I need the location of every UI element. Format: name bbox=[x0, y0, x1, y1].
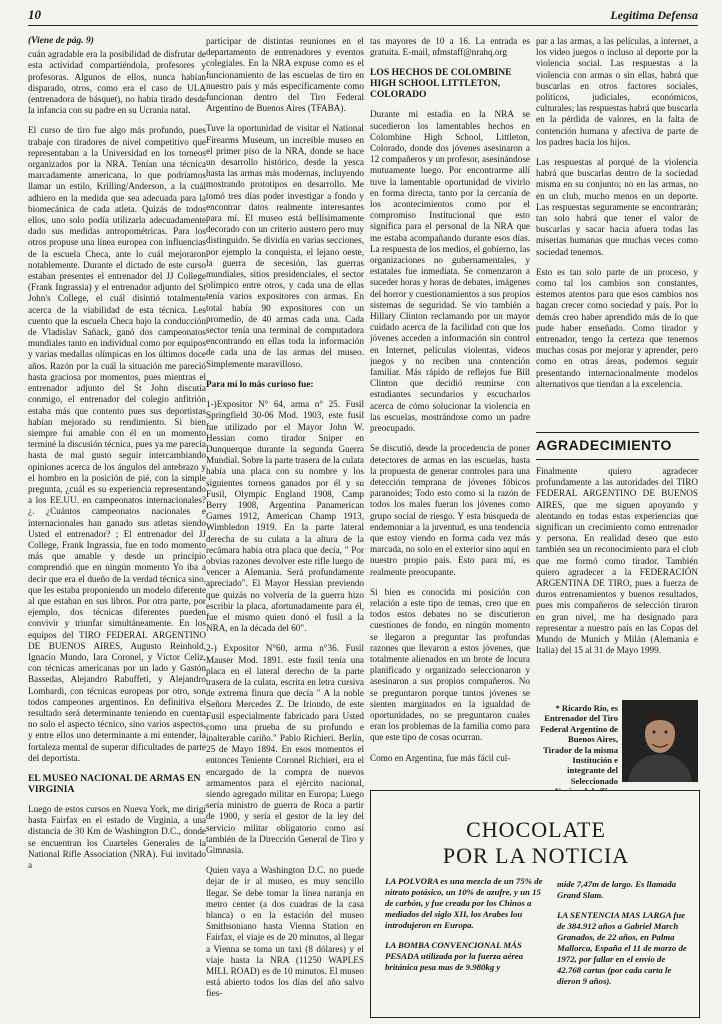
paragraph: Como en Argentina, fue más fácil cul- bbox=[370, 752, 511, 763]
paragraph: participar de distintas reuniones en el departamento de entrenadores y eventos colegiales. En la NRA expuse como es el funcionamiento de las escuelas de tiro en nuestro país y más específicamente como funcionan dentro del Tiro Federal Argentino de Buenos Aires (TFABA). bbox=[206, 36, 364, 114]
column-2 bbox=[206, 36, 364, 1004]
paragraph: Se discutió, desde la procedencia de poner detectores de armas en las escuelas, hasta la propuesta de generar controles para una detección temprana de jóvenes fóbicos paranoides; Todo esto como si la razón de todos los males fueran los jóvenes como grupo social de riesgo. Y esta búsqueda de endemoniar a la juventud, es una tendencia que estoy viendo en forma cada vez más marcada, no solo en el exterior sino aquí en nuestro propio país. Esto para mí, es realmente preocupante. bbox=[370, 443, 530, 577]
author-caption: * Ricardo Rio, es Entrenador del Tiro Federal Argentino de Buenos Aires, Tirador de la misma Institución e integrante del Seleccionado bbox=[540, 703, 618, 786]
column-3 bbox=[370, 36, 530, 783]
chocolate-title bbox=[431, 817, 641, 869]
page-number: 10 bbox=[28, 7, 41, 22]
paragraph: par a las armas, a las películas, a internet, a los video juegos o incluso al deporte por la violencia social. Las respuestas a la violencia con armas o sin ellas, habrá que buscarlas en otros factores sociales, políticos, judiciales, económicos, culturales; las respuestas habrá que buscarla en la pérdida de valores, en la falta de contención humana y afectiva de parte de los padres hacia los hijos. bbox=[536, 36, 698, 147]
chocolate-title-line-1: CHOCOLATE bbox=[466, 817, 606, 842]
agradecimiento-header bbox=[536, 432, 699, 460]
author-photo bbox=[622, 700, 698, 782]
paragraph: El curso de tiro fue algo más profundo, pues trabaje con tiradores de nivel competitivo que representaban a la Universidad en los torneos organizados por la NRA. Tenían una técnica marcadamente americana, lo que podríamos llamar un estilo, Krilling/Anderson, a la cuál adhiero en la medida que sea adecuada para la biomecánica de cada atleta. Quizás de todos ellos, uno solo podía utilizarla adecuadamente dado sus medidas antropométricas. Para los otros propuse una línea europea con influencias de la escuela Checa, ante lo cuál mejoraron notablemente. Durante el dictado de este curso estaban presentes el entrenador del JJ College (Frank Ingrassia) y el entrenador adjunto del St John's College, el cuál disintió totalmente acerca de la viabilidad de esta técnica. Les cuento que la escuela Checa bajo la conducción de Vladislav Sañack, ganó dos campeonatos mundiales tanto en individual como por equipos y varias medallas olímpicas en los últimos doce años. Razón por la cuál la situación me pareció hasta graciosa por momentos, pues mientras el entrenador adjunto del St John discutía conmigo, el entrenador del colegio anfitrión estaba más que contento pues sus deportistas habían mejorado su rendimiento. Si bien siempre fui amable con él en un momento terminé la discusión técnica, pues ya me parecía hasta de mal gusto seguir intercambiando opiniones acerca de los ángulos del antebrazo y el hombro en la posición de pié, con la simple pregunta, ¿cuál es su experiencia representando a los EE.UU. en campeonatos internacionales?¿. ¿Cuántos campeonatos nacionales e internacionales han ganado sus atletas siendo Usted el entrenador? ; El entrenador del JJ College, Frank Ingrassia, fue en todo momento más que amable y desde un principio comprendió que en ningún momento Yo iba a decir que era el dueño de la verdad técnica sino, que les estaba proponiendo un modelo diferente al que estaban en sus libros. Por otra parte, por ejemplo, dos técnicas diferentes pueden convivir y triunfar simultáneamente. En los equipos del TIRO FEDERAL ARGENTINO DE BUENOS AIRES, Augusto Reinhold, Ignacio Mundo, Iara Coronel, y Víctor Celiz, con técnicas americanas por un lado y Gastón Bassedas, Alejandro Rabuffeti, y Alejandro Lombardi, con técnicas europeas por otro, son todos campeones argentinos. En definitiva el resultado será determinante teniendo en cuenta no solo el aspecto técnico, sino varios aspectos, y entre ellos uno determinante a mi entender, la fortaleza mental de superar dificultades de parte del deportista. bbox=[28, 125, 206, 763]
column-4 bbox=[536, 36, 698, 436]
paragraph: Luego de estos cursos en Nueva York, me dirigí hasta Fairfax en el estado de Virginia, a una distancia de 30 Km de Washington D.C., donde se encuentran los Cuarteles Generales de la National Rifle Association (NRA). Fui invitado a bbox=[28, 804, 206, 871]
paragraph: Esto es tan solo parte de un proceso, y como tal los cambios son constantes, estemos atentos para que esos cambios nos hagan crecer como sociedad y país. Por lo demás creo haber aprendido más de lo que pude haber enseñado. Como tirador y entrenador, tengo la certeza que tenemos muchas cosas por mejorar y aprender, pero como en otras áreas, podemos seguir presentando internacionalmente modelos alternativos que tiendan a la excelencia. bbox=[536, 266, 698, 389]
column-1 bbox=[28, 36, 206, 1004]
trivia-item: LA BOMBA CONVENCIONAL MÁS PESADA utilizada por la fuerza aérea británica pesa mas de 9.980kg y bbox=[385, 940, 524, 972]
trivia-item: LA SENTENCIA MAS LARGA fue de 384.912 años a Gabriel March Granados, de 22 años, en Palma Mallorca, España el 11 de marzo de 1972, por fallar en el envío de 42.768 cartas (por cada carta le dieron 9 años). bbox=[557, 910, 687, 986]
chocolate-column-2 bbox=[557, 879, 691, 996]
chocolate-title-line-2: POR LA NOTICIA bbox=[442, 843, 630, 868]
chocolate-por-la-noticia-box bbox=[370, 790, 700, 1018]
paragraph: Tuve la oportunidad de visitar el National Firearms Museum, un increíble museo en el primer piso de la NRA, donde se hace un desarrollo histórico, desde la yesca hasta las armas más modernas, incluyendo mostrando prototipos en desarrollo. Me tomó tres días poder investigar a fondo y encontrar datos realmente interesantes para mí. El museo está bellísimamente decorado con un criterio austero pero muy distinguido. Se dividía en varias secciones, por ejemplo la conquista, el lejano oeste, la guerra de secesión, las guerras mundiales, sitios presidenciales, el sector olímpico entre otros, y cada una de ellas tenía varios expositores con armas. En total había 90 expositores con un promedio, de 40 armas cada una. Cada sector tenía una terminal de computadora encontrando en ellas toda la información de cada una de las armas del museo. Simplemente maravilloso. bbox=[206, 123, 364, 369]
continued-note: (Viene de pág. 9) bbox=[28, 36, 94, 46]
agradecimiento-body bbox=[536, 466, 698, 696]
section-subtitle-museo: EL MUSEO NACIONAL DE ARMAS EN VIRGINIA bbox=[28, 773, 201, 795]
portrait-image bbox=[622, 700, 698, 782]
trivia-item: LA POLVORA es una mezcla de un 75% de nitrato potásico, un 10% de azufre, y un 15 de carbón, y fue creada por los Chinos a mediados del siglo XII, los Arabes lou introdujeron en Europa. bbox=[385, 876, 543, 930]
trivia-item: mide 7,47m de largo. Es llamada Grand Slam. bbox=[557, 879, 677, 900]
paragraph-heading: Para mí lo más curioso fue: bbox=[206, 378, 314, 389]
paragraph: 2-) Expositor N°60, arma n°36. Fusil Mauser Mod. 1891. este fusil tenía una placa en el lateral derecho de la parte trasera de la culata, escrita en letra cursiva de extrema finura que decía " A la noble Señora Mercedes Z. De Iriondo, de este Fusil especialmente fabricado para Usted como una prueba de su profundo e inalterable cariño." Pablo Richieri. Berlín, 25 de Mayo 1894. En esos momentos el entonces Teniente Coronel Richieri, era el encargado de la compra de nuevos armamentos para el ejército nacional, siendo agregado militar en Europa; Luego sería ministro de guerra de Roca a partir de 1900, y sería el gestor de la ley del servicio militar obligatorio como así también de la Dirección General de Tiro y Gimnasia. bbox=[206, 643, 364, 856]
agradecimiento-title: AGRADECIMIENTO bbox=[536, 437, 672, 453]
paragraph: 1-)Expositor N° 64, arma n° 25. Fusil Springfield 30-06 Mod. 1903, este fusil fue utilizado por el Mayor John W. Hessian como tirador Sniper en Dunquerque durante la segunda Guerra Mundial. Sobre la parte trasera de la culata había una placa con su nombre y los siguientes torneos ganados por él y su Fusil, Olympic England 1908, Camp Berry 1908, Argentina Panamerican Games 1912, American Champ 1913, Wimbledon 1919. En la parte lateral derecha de su culata a la altura de la recámara había otra placa que decía, " Por obvias razones devolver este rifle luego de vencer a Alemania. Será profundamente apreciado". El Mayor Hessian previendo que quizás no volvería de la guerra hizo escribir la placa, afortunadamente para él, fue el mismo quien donó el fusil a la NRA, en la década del 60". bbox=[206, 399, 364, 634]
section-subtitle-colombine: LOS HECHOS DE COLOMBINE HIGH SCHOOL LITTLETON, COLORADO bbox=[370, 67, 512, 101]
paragraph: Las respuestas al porqué de la violencia habrá que buscarlas dentro de la sociedad misma en su conjunto; no en las armas, no en un club, mucho menos en un deporte. Las respuestas seguramente se encontrarán; tan solo habrá que tener el valor de buscarlas y sacar hacia afuera todas las miserias humanas que muchas veces como sociedad tenemos. bbox=[536, 157, 698, 257]
page-header bbox=[28, 6, 698, 26]
paragraph: tas mayores de 10 a 16. La entrada es gratuita. E-mail, nfmstaff@nrahq.org bbox=[370, 36, 530, 58]
paragraph: Quien vaya a Washington D.C. no puede dejar de ir al museo, es muy sencillo llegar. Se debe tomar la línea naranja en metro center (a dos cuadras de la casa blanca) o en la estación del museo Smithsoniano hasta Vienna Station en Fairfax, el viaje es de 20 minutos, al llegar a Vienna se toma un taxi (8 dólares) y el viaje hasta la NRA (11250 WAPLES MILL ROAD) es de 10 minutos. El museo está abierto todos los días del año salvo fies- bbox=[206, 865, 364, 999]
paragraph: Finalmente quiero agradecer profundamente a las autoridades del TIRO FEDERAL ARGENTINO DE BUENOS AIRES, que me siguen apoyando y alentando en todas estas experiencias que significan un crecimiento como entrenador y persona. En realidad deseo que esto también sea un reconocimiento para el club que me formó como tirador. También quiero agradecer a la FEDERACIÓN ARGENTINA DE TIRO, pues a fuerza de duros entrenamientos y buenos resultados, pues mis compañeros de selección tiraron en gran nivel, me ha designado para representar a nuestro país en las Copas del Mundo de Munich y Milán (Alemania e Italia) del 15 al 31 de Mayo 1999. bbox=[536, 466, 698, 656]
paragraph: cuán agradable era la posibilidad de disfrutar de esta actividad compartiéndola, profesores y profesoras. Algunos de ellos, nunca habían disparado, otros, como era el caso de ULA (entrenadora de básquet), no había tirado desde la infancia con su padre en su Ucrania natal. bbox=[28, 49, 206, 116]
paragraph: Si bien es conocida mi posición con relación a este tipo de temas, creo que en todos estos debates no se discutieron cuestiones de fondo, en ningún momento se llegaron a preguntar las profundas razones que llevaron a estos jóvenes, que totalmente alienados en un brote de locura planificado y organizado seleccionaron y asesinaron a sus propios compañeros. No se preguntaron porque tantos jóvenes se sienten marginados en la igualdad de oportunidades, no se preguntaron cuales eran los problemas de la familia como para que este tipo de cosas ocurran. bbox=[370, 586, 530, 743]
paragraph: Durante mi estadía en la NRA se sucedieron los lamentables hechos en Colombine High School, Littleton, Colorado, donde dos jóvenes asesinaron a 12 compañeros y un profesor, asesinándose mutuamente luego. Por encontrarme allí tuve la lamentable oportunidad de vivirlo en forma directa, tanto por la cercanía de los acontecimientos como por el compromiso Institucional que esto significa para el personal de la NRA que me estaba acompañando durante esos días. La respuesta de los medios, el gobierno, las organizaciones no gubernamentales, y estatales fue inmediata. Se comenzaron a suceder horas y horas de debates, imágenes del horror y cuestionamientos a sus propios sistemas de seguridad. Se vio también a Hillary Clinton reclamando por un mayor cuidado acerca de la facilidad con que los jóvenes acceden a información sin control en Internet, películas violentas, videos juegos y no reciben una contención familiar. Más rápido de reflejos fue Bill Clinton que decidió reunirse con estudiantes secundarios y escucharlos acerca de cómo solucionar la violencia en las escuelas, mostrándose como un padre preocupado. bbox=[370, 109, 530, 434]
magazine-name: Legitima Defensa bbox=[610, 8, 698, 22]
chocolate-column-1 bbox=[385, 876, 547, 982]
